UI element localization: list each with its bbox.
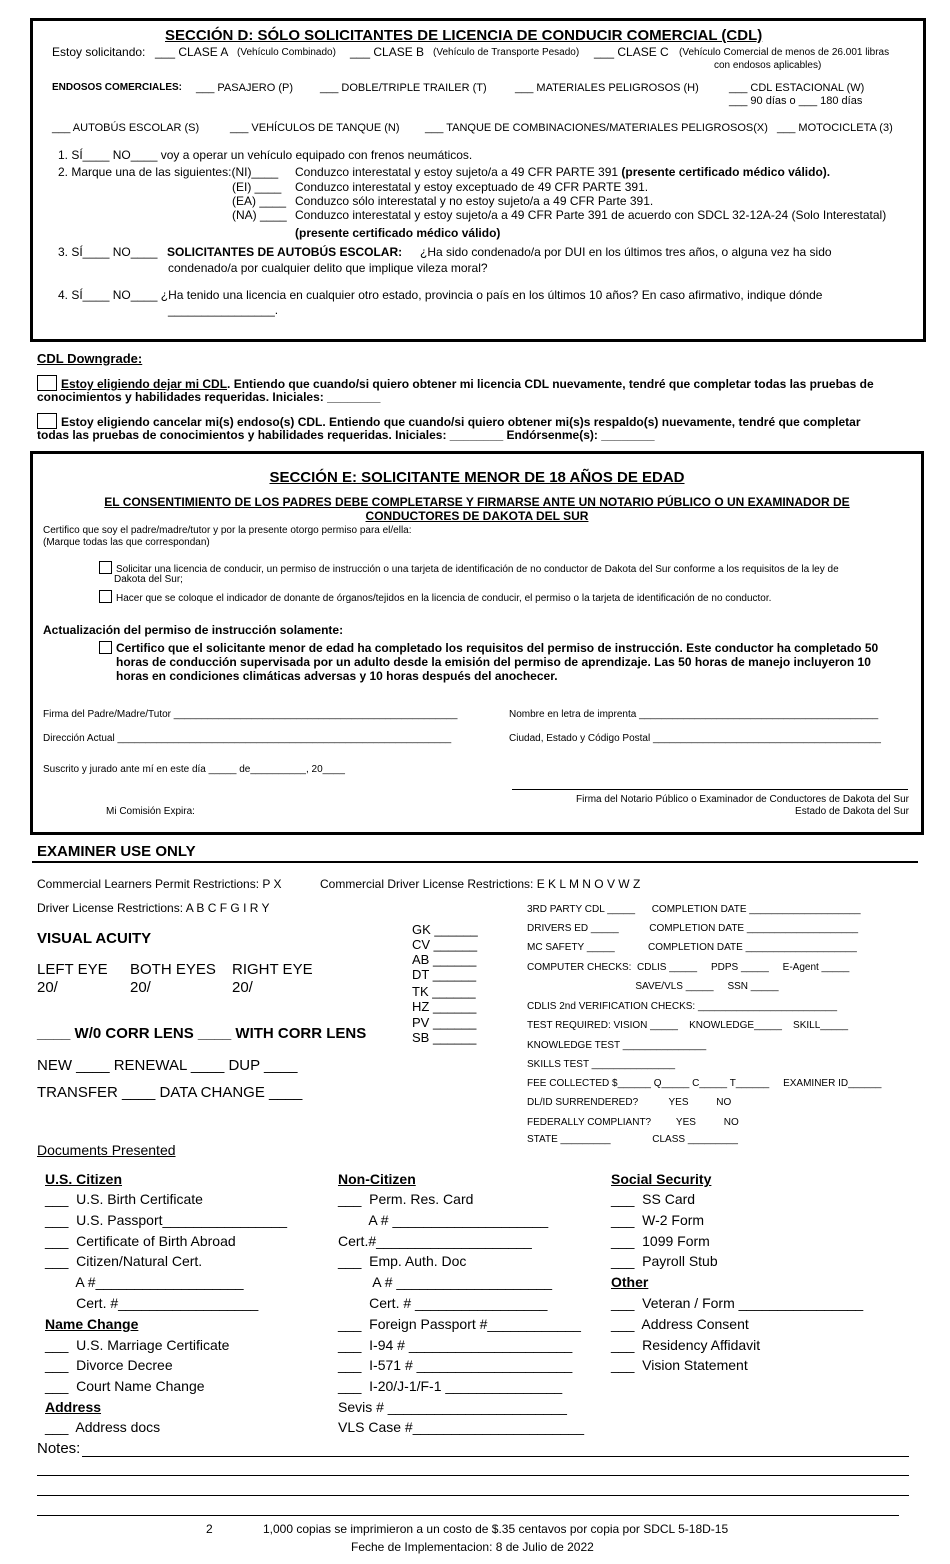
permit-update-title: Actualización del permiso de instrucción solamente: — [43, 623, 344, 637]
fee-collected-line[interactable]: FEE COLLECTED $______ Q_____ C_____ T______ EXAMINER ID______ — [527, 1078, 882, 1089]
endorsement-w-days[interactable]: ___ 90 días o ___ 180 días — [729, 95, 863, 107]
certify-text-1: Certifico que soy el padre/madre/tutor y por la presente otorgo permiso para el/ella: — [43, 525, 412, 536]
endorsement-h[interactable]: ___ MATERIALES PELIGROSOS (H) — [515, 82, 699, 94]
question-2-ei-code: (EI) ____ — [232, 180, 282, 194]
city-state-zip-field[interactable]: Ciudad, Estado y Código Postal _________________________________________ — [509, 733, 881, 744]
address-doc-item[interactable]: ___ Address docs — [45, 1419, 161, 1435]
non-doc-item[interactable]: ___ Emp. Auth. Doc — [338, 1253, 467, 1269]
non-doc-item[interactable]: A # ____________________ — [338, 1274, 553, 1290]
non-doc-item[interactable]: Cert. # _________________ — [338, 1295, 548, 1311]
other-title: Other — [611, 1274, 649, 1290]
non-doc-item[interactable]: A # ____________________ — [338, 1212, 549, 1228]
question-2-na: Conduzco interestatal y estoy sujeto/a a 49 CFR Parte 391 de acuerdo con SDCL 32-12A-24 (Solo Interestatal) — [295, 208, 887, 222]
question-2-ei: Conduzco interestatal y estoy exceptuado de 49 CFR PARTE 391. — [295, 180, 649, 194]
endorsement-w[interactable]: ___ CDL ESTACIONAL (W) — [729, 82, 865, 94]
us-doc-item[interactable]: ___ Certificate of Birth Abroad — [45, 1233, 236, 1249]
downgrade-option-2[interactable] — [37, 413, 860, 429]
consent-option-2[interactable] — [99, 590, 771, 604]
notes-line[interactable] — [37, 1495, 909, 1496]
non-doc-item[interactable]: Cert.#____________________ — [338, 1233, 532, 1249]
non-doc-item[interactable]: ___ I-571 # ____________________ — [338, 1357, 573, 1373]
question-2-na-bold: (presente certificado médico válido) — [295, 226, 501, 240]
left-eye-value[interactable]: 20/ — [37, 979, 58, 996]
downgrade-option-1[interactable] — [37, 375, 874, 391]
downgrade-option-2-line2: todas las pruebas de conocimientos y habilidades requeridas. Iniciales: ________ Endórsenme(s): ________ — [37, 428, 655, 442]
mc-safety-line[interactable]: MC SAFETY _____ COMPLETION DATE ____________________ — [527, 942, 857, 953]
surrendered-line[interactable]: DL/ID SURRENDERED? YES NO — [527, 1097, 732, 1108]
question-2-ea: Conduzco sólo interestatal y no estoy sujeto/a a 49 CFR Parte 391. — [295, 194, 654, 208]
notary-signature-line[interactable] — [512, 789, 908, 790]
question-4-line: ________________. — [168, 303, 279, 317]
permit-update-line-3: horas en condiciones climáticas adversas y 10 horas después del anochecer. — [116, 669, 558, 683]
question-3-text: ¿Ha sido condenado/a por DUI en los últimos tres años, o alguna vez ha sido — [420, 245, 832, 259]
us-doc-item[interactable]: ___ Citizen/Natural Cert. — [45, 1253, 203, 1269]
notes-line[interactable] — [37, 1515, 899, 1516]
endorsement-3[interactable]: ___ MOTOCICLETA (3) — [777, 122, 893, 134]
code-sb[interactable]: SB ______ — [412, 1030, 477, 1045]
dl-restrictions: Driver License Restrictions: A B C F G I R Y — [37, 901, 270, 915]
permit-update-line-1[interactable] — [99, 641, 878, 655]
consent-option-1-line2: Dakota del Sur; — [114, 574, 183, 585]
question-1: 1. SÍ____ NO____ voy a operar un vehículo equipado con frenos neumáticos. — [58, 148, 473, 162]
test-required-line[interactable]: TEST REQUIRED: VISION _____ KNOWLEDGE_____ SKILL_____ — [527, 1020, 849, 1031]
consent-option-1-text: Solicitar una licencia de conducir, un permiso de instrucción o una tarjeta de identificación de no conductor de Dakota del Sur conforme a los requisitos de la ley de — [116, 564, 839, 575]
examiner-divider — [32, 861, 918, 863]
other-doc-item[interactable]: ___ Address Consent — [611, 1316, 749, 1332]
question-2-ni-bold: (presente certificado médico válido). — [621, 165, 831, 179]
section-e-subtitle-1: EL CONSENTIMIENTO DE LOS PADRES DEBE COMPLETARSE Y FIRMARSE ANTE UN NOTARIO PÚBLICO O UN EXAMINADOR DE — [104, 495, 850, 509]
both-eyes-label: BOTH EYES — [130, 961, 216, 978]
section-e-title: SECCIÓN E: SOLICITANTE MENOR DE 18 AÑOS DE EDAD — [269, 469, 685, 486]
notes-line[interactable] — [37, 1475, 909, 1476]
sworn-date-field[interactable]: Suscrito y jurado ante mí en este día _____ de__________, 20____ — [43, 764, 345, 775]
class-c-note2: con endosos aplicables) — [714, 60, 822, 71]
question-2-prefix: 2. Marque una de las siguientes:(NI)____ — [58, 165, 279, 179]
visual-acuity-title: VISUAL ACUITY — [37, 930, 152, 947]
question-4: 4. SÍ____ NO____ ¿Ha tenido una licencia en cualquier otro estado, provincia o país en los últimos 10 años? En caso afirmativo, indique dónde — [58, 288, 823, 302]
third-party-cdl-line[interactable]: 3RD PARTY CDL _____ COMPLETION DATE ____________________ — [527, 904, 861, 915]
clp-restrictions: Commercial Learners Permit Restrictions: P X — [37, 877, 282, 891]
save-vls-line[interactable]: SAVE/VLS _____ SSN _____ — [527, 981, 779, 992]
notes-line[interactable] — [82, 1456, 909, 1457]
notes-label: Notes: — [37, 1440, 81, 1457]
endorsement-x[interactable]: ___ TANQUE DE COMBINACIONES/MATERIALES PELIGROSOS(X) — [425, 122, 768, 134]
non-doc-item[interactable]: ___ I-94 # _____________________ — [338, 1337, 573, 1353]
right-eye-value[interactable]: 20/ — [232, 979, 253, 996]
downgrade-checkbox-1[interactable] — [37, 375, 57, 391]
both-eyes-value[interactable]: 20/ — [130, 979, 151, 996]
license-type-line[interactable]: NEW ____ RENEWAL ____ DUP ____ — [37, 1057, 298, 1074]
footer-date: Feche de Implementacion: 8 de Julio de 2022 — [351, 1540, 594, 1554]
code-cv[interactable]: CV ______ — [412, 937, 478, 952]
endorsement-t[interactable]: ___ DOBLE/TRIPLE TRAILER (T) — [320, 82, 487, 94]
left-eye-label: LEFT EYE — [37, 961, 108, 978]
question-3-text2: condenado/a por cualquier delito que implique vileza moral? — [168, 261, 488, 275]
drivers-ed-line[interactable]: DRIVERS ED _____ COMPLETION DATE ____________________ — [527, 923, 859, 934]
state-class-line[interactable]: STATE _________ CLASS _________ — [527, 1134, 738, 1145]
cdlis-verification-line[interactable]: CDLIS 2nd VERIFICATION CHECKS: _________________________ — [527, 1001, 838, 1012]
class-c-option[interactable]: ___ CLASE C — [594, 45, 669, 59]
class-b-option[interactable]: ___ CLASE B — [350, 45, 425, 59]
code-hz[interactable]: HZ ______ — [412, 999, 477, 1014]
parent-signature-field[interactable]: Firma del Padre/Madre/Tutor ___________________________________________________ — [43, 709, 458, 720]
commission-expires-label: Mi Comisión Expira: — [106, 806, 195, 817]
print-name-field[interactable]: Nombre en letra de imprenta ___________________________________________ — [509, 709, 879, 720]
code-pv[interactable]: PV ______ — [412, 1015, 477, 1030]
downgrade-option-2-text: Estoy eligiendo cancelar mi(s) endoso(s) CDL. Entiendo que cuando/si quiero obtener mi(s)s respaldo(s) nuevamente, tendré que completar — [61, 415, 861, 429]
knowledge-test-line[interactable]: KNOWLEDGE TEST _______________ — [527, 1040, 707, 1051]
name-change-title: Name Change — [45, 1316, 139, 1332]
endorsement-p[interactable]: ___ PASAJERO (P) — [196, 82, 293, 94]
examiner-title: EXAMINER USE ONLY — [37, 843, 196, 860]
downgrade-option-1-line2: conocimientos y habilidades requeridas. Iniciales: ________ — [37, 390, 381, 404]
downgrade-option-1-underlined: Estoy eligiendo dejar mi CDL — [61, 377, 228, 391]
endorsement-n[interactable]: ___ VEHÍCULOS DE TANQUE (N) — [230, 122, 400, 134]
applying-label: Estoy solicitando: — [52, 45, 146, 59]
corrective-lens-line[interactable]: ____ W/0 CORR LENS ____ WITH CORR LENS — [37, 1025, 367, 1042]
us-doc-item[interactable]: Cert. #__________________ — [45, 1295, 259, 1311]
consent-checkbox-1[interactable] — [99, 561, 112, 574]
question-2-ea-code: (EA) ____ — [232, 194, 287, 208]
us-doc-item[interactable]: ___ U.S. Passport________________ — [45, 1212, 288, 1228]
question-3-prefix: 3. SÍ____ NO____ — [58, 245, 158, 259]
non-doc-item[interactable]: ___ Foreign Passport #____________ — [338, 1316, 581, 1332]
state-label: Estado de Dakota del Sur — [795, 806, 909, 817]
us-doc-item[interactable]: ___ U.S. Birth Certificate — [45, 1191, 203, 1207]
computer-checks-line[interactable]: COMPUTER CHECKS: CDLIS _____ PDPS _____ E-Agent _____ — [527, 962, 850, 973]
section-e-subtitle-2: CONDUCTORES DE DAKOTA DEL SUR — [365, 509, 589, 523]
ss-doc-item[interactable]: ___ W-2 Form — [611, 1212, 705, 1228]
footer-copies: 1,000 copias se imprimieron a un costo de $.35 centavos por copia por SDCL 5-18D-15 — [263, 1522, 729, 1536]
class-a-note: (Vehículo Combinado) — [237, 47, 336, 58]
transfer-line[interactable]: TRANSFER ____ DATA CHANGE ____ — [37, 1084, 303, 1101]
cdl-restrictions: Commercial Driver License Restrictions: E K L M N O V W Z — [320, 877, 641, 891]
consent-checkbox-2[interactable] — [99, 590, 112, 603]
social-security-title: Social Security — [611, 1171, 712, 1187]
code-ab[interactable]: AB ______ — [412, 952, 477, 967]
question-3-bold: SOLICITANTES DE AUTOBÚS ESCOLAR: — [167, 245, 403, 259]
question-2-ni — [295, 165, 830, 179]
non-citizen-title: Non-Citizen — [338, 1171, 416, 1187]
permit-update-line-2: horas de conducción supervisada por un adulto desde la emisión del permiso de aprendizaje. Las 50 horas de manejo incluyeron 10 — [116, 655, 871, 669]
us-citizen-title: U.S. Citizen — [45, 1171, 123, 1187]
class-a-option[interactable]: ___ CLASE A — [155, 45, 229, 59]
notary-signature-label: Firma del Notario Público o Examinador de Conductores de Dakota del Sur — [576, 794, 909, 805]
ss-doc-item[interactable]: ___ SS Card — [611, 1191, 696, 1207]
consent-option-2-text: Hacer que se coloque el indicador de donante de órganos/tejidos en la licencia de conducir, el permiso o la tarjeta de identificación de no conductor. — [116, 593, 772, 604]
downgrade-title: CDL Downgrade: — [37, 351, 143, 366]
section-d-title: SECCIÓN D: SÓLO SOLICITANTES DE LICENCIA DE CONDUCIR COMERCIAL (CDL) — [165, 27, 763, 44]
consent-option-1[interactable] — [99, 561, 839, 575]
code-tk[interactable]: TK ______ — [412, 984, 476, 999]
us-doc-item[interactable]: A #___________________ — [45, 1274, 244, 1290]
question-2-ni-text: Conduzco interestatal y estoy sujeto/a a 49 CFR PARTE 391 — [295, 165, 619, 179]
federally-compliant-line[interactable]: FEDERALLY COMPLIANT? YES NO — [527, 1117, 739, 1128]
downgrade-checkbox-2[interactable] — [37, 413, 57, 429]
documents-title: Documents Presented — [37, 1142, 176, 1158]
code-gk[interactable]: GK ______ — [412, 922, 478, 937]
class-b-note: (Vehículo de Transporte Pesado) — [433, 47, 580, 58]
downgrade-option-1-text: . Entiendo que cuando/si quiero obtener mi licencia CDL nuevamente, tendré que completar todas las pruebas de — [227, 377, 874, 391]
page-number: 2 — [206, 1522, 213, 1536]
current-address-field[interactable]: Dirección Actual ____________________________________________________________ — [43, 733, 452, 744]
code-dt[interactable]: DT ______ — [412, 967, 477, 982]
skills-test-line[interactable]: SKILLS TEST _______________ — [527, 1059, 676, 1070]
certify-text-2: (Marque todas las que correspondan) — [43, 537, 210, 548]
ss-doc-item[interactable]: ___ Payroll Stub — [611, 1253, 718, 1269]
question-2-na-code: (NA) ____ — [232, 208, 287, 222]
endorsements-label: ENDOSOS COMERCIALES: — [52, 82, 183, 93]
non-doc-item[interactable]: ___ Perm. Res. Card — [338, 1191, 474, 1207]
non-doc-item[interactable]: VLS Case #______________________ — [338, 1419, 585, 1435]
permit-update-text-1: Certifico que el solicitante menor de edad ha completado los requisitos del permiso de instrucción. Este conductor ha completado 50 — [116, 641, 879, 655]
class-c-note: (Vehículo Comercial de menos de 26.001 libras — [679, 47, 890, 58]
address-title: Address — [45, 1399, 102, 1415]
other-doc-item[interactable]: ___ Vision Statement — [611, 1357, 748, 1373]
non-doc-item[interactable]: Sevis # _______________________ — [338, 1399, 567, 1415]
name-doc-item[interactable]: ___ Court Name Change — [45, 1378, 205, 1394]
permit-update-checkbox[interactable] — [99, 641, 112, 654]
non-doc-item[interactable]: ___ I-20/J-1/F-1 _______________ — [338, 1378, 563, 1394]
name-doc-item[interactable]: ___ Divorce Decree — [45, 1357, 173, 1373]
endorsement-s[interactable]: ___ AUTOBÚS ESCOLAR (S) — [52, 122, 200, 134]
name-doc-item[interactable]: ___ U.S. Marriage Certificate — [45, 1337, 230, 1353]
ss-doc-item[interactable]: ___ 1099 Form — [611, 1233, 710, 1249]
right-eye-label: RIGHT EYE — [232, 961, 313, 978]
other-doc-item[interactable]: ___ Residency Affidavit — [611, 1337, 761, 1353]
other-doc-item[interactable]: ___ Veteran / Form ________________ — [611, 1295, 864, 1311]
